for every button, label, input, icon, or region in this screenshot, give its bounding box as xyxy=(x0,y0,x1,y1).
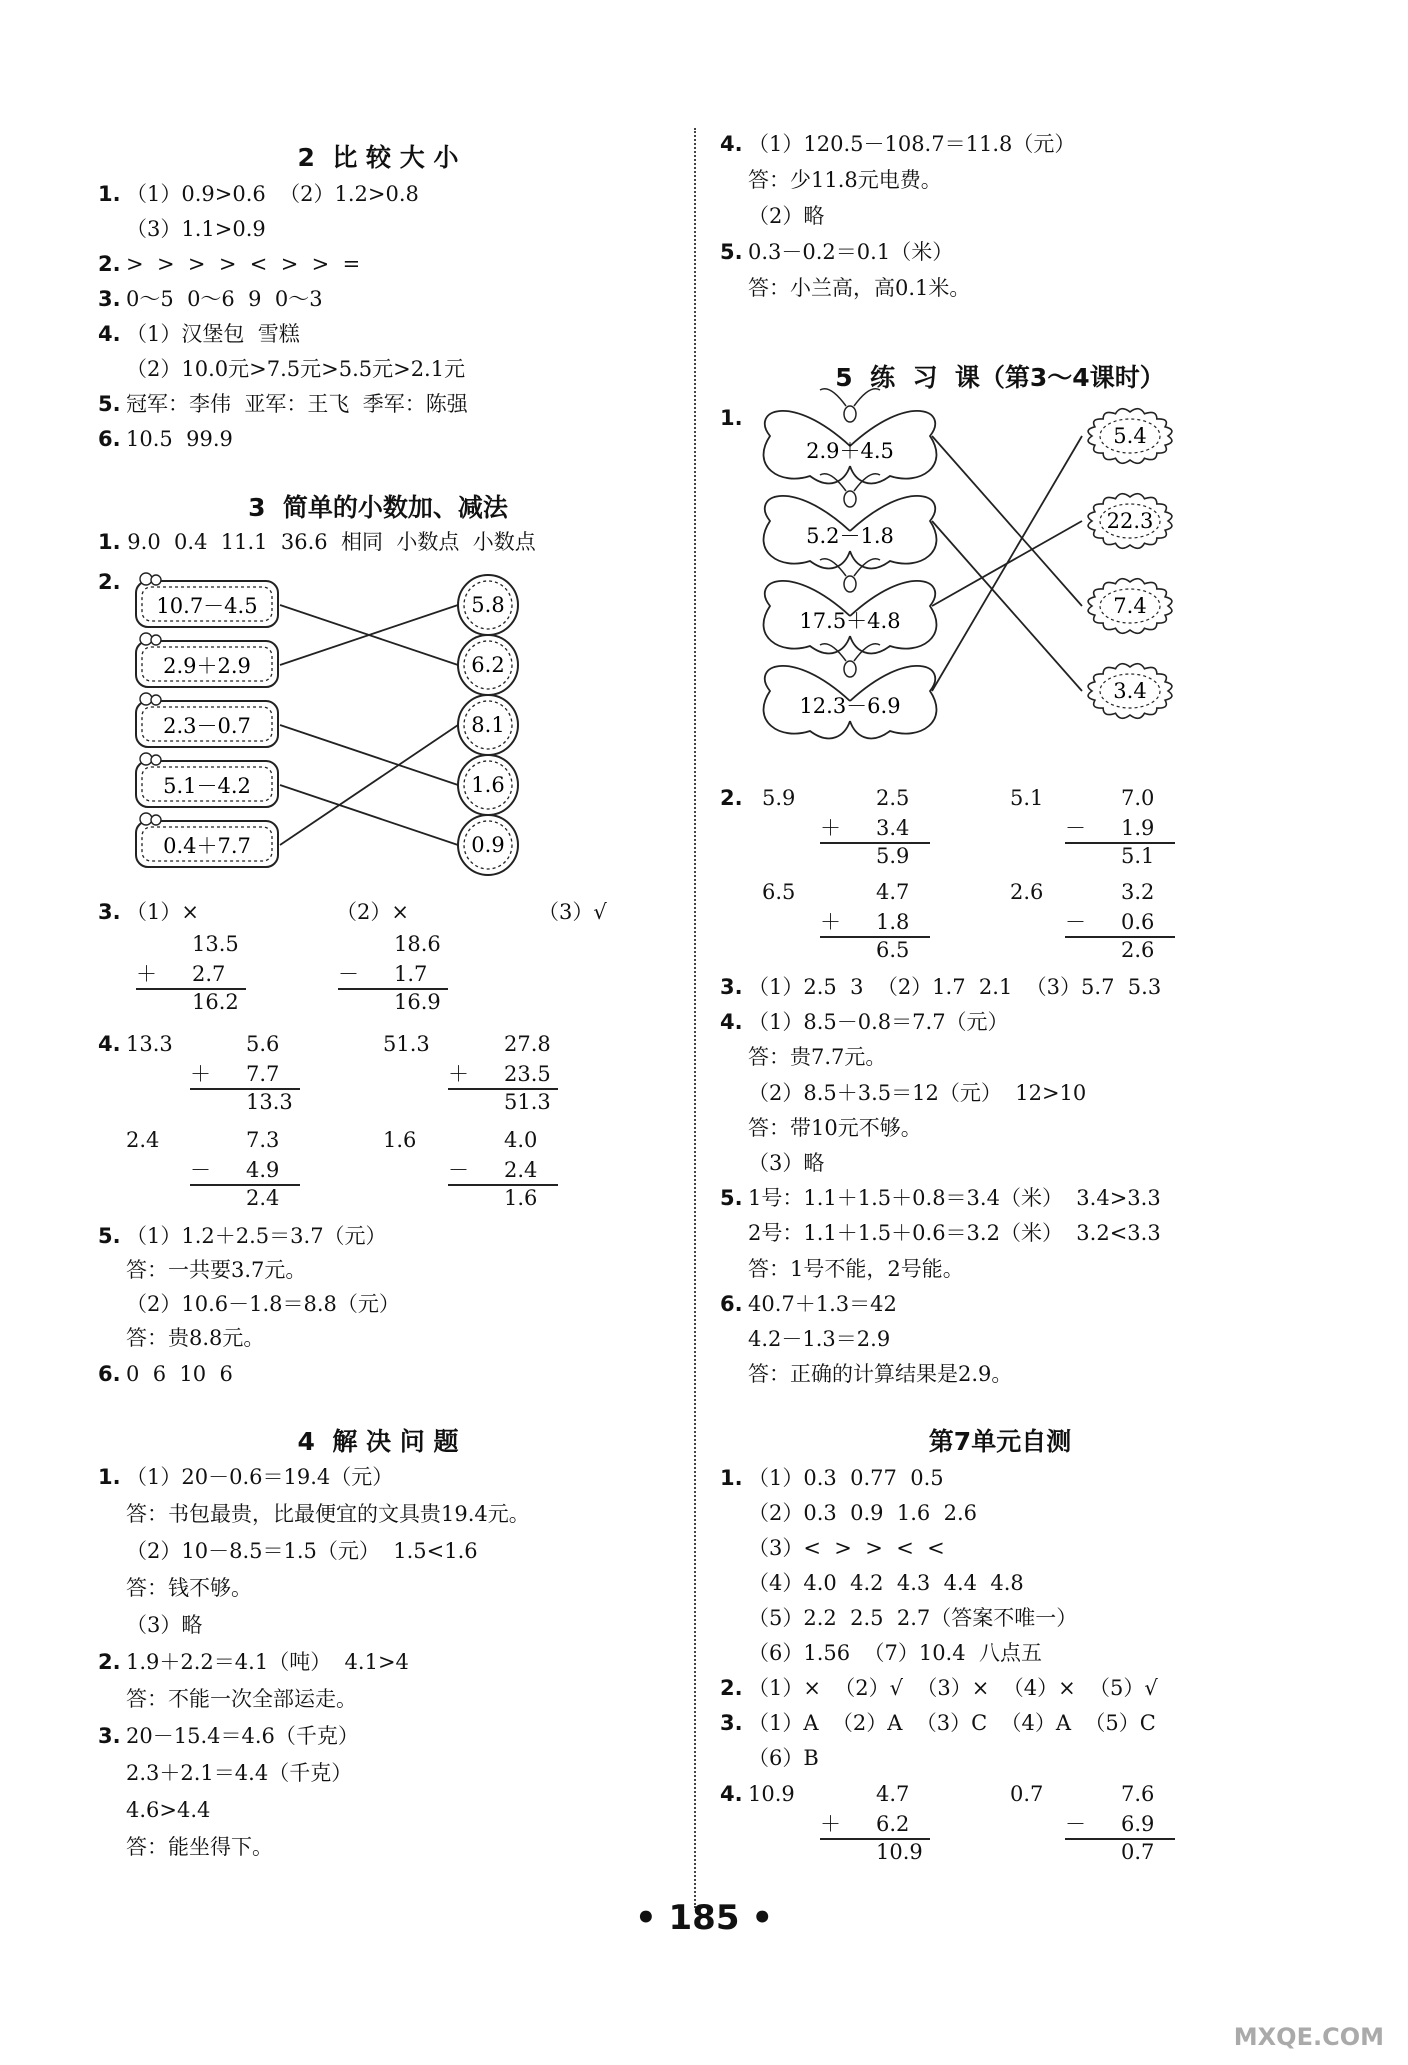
answer-line xyxy=(98,1574,252,1602)
answer-text: 答：钱不够。 xyxy=(126,1576,252,1600)
watermark-logo: MXQE.COM xyxy=(1233,2023,1384,2051)
calc-operator: － xyxy=(1065,816,1086,840)
match-line xyxy=(280,725,458,845)
answer-circle xyxy=(458,755,518,815)
answer-line xyxy=(720,1079,1086,1107)
answer-line xyxy=(720,130,1075,158)
flower-label: 5.4 xyxy=(1113,424,1147,448)
calc-result: 16.9 xyxy=(394,990,441,1014)
calc-second-number: 1.7 xyxy=(394,962,428,986)
answer-value: 10.9 xyxy=(748,1782,795,1806)
flower-answer xyxy=(1088,494,1172,549)
answer-text: （5）2.2 2.5 2.7（答案不唯一） xyxy=(748,1606,1078,1630)
answer-line xyxy=(98,1611,202,1639)
answer-value: 51.3 xyxy=(383,1032,430,1056)
answer-line xyxy=(720,202,824,230)
calc-result-line xyxy=(820,936,930,938)
answer-text: （2）10.0元>7.5元>5.5元>2.1元 xyxy=(126,357,466,381)
answer-text: 答：贵7.7元。 xyxy=(748,1045,887,1070)
butterfly-expression xyxy=(764,644,937,739)
question-number: 4. xyxy=(98,322,121,346)
calc-second-number: 6.9 xyxy=(1121,1812,1155,1836)
answer-text: （1）0.3 0.77 0.5 xyxy=(748,1466,944,1490)
answer-value: 6.5 xyxy=(762,880,796,904)
answer-line xyxy=(720,1674,1158,1702)
flower-label: 3.4 xyxy=(1113,679,1147,703)
answer-value: 2.6 xyxy=(1010,880,1044,904)
answer-line xyxy=(98,1500,530,1528)
answer-label: 8.1 xyxy=(471,713,505,737)
calc-second-number: 0.6 xyxy=(1121,910,1155,934)
expression-label: 10.7－4.5 xyxy=(156,594,258,618)
calc-result-line xyxy=(190,1184,300,1186)
answer-text: 答：少11.8元电费。 xyxy=(748,168,942,192)
calc-result: 0.7 xyxy=(1121,1840,1155,1864)
answer-label: 1.6 xyxy=(471,773,505,797)
answer-text: （1）× （2）√ （3）× （4）× （5）√ xyxy=(748,1676,1158,1700)
question-number: 2. xyxy=(98,570,121,594)
answer-line xyxy=(98,1833,273,1861)
question-number: 2. xyxy=(720,786,743,810)
expression-tag xyxy=(136,573,278,627)
answer-line xyxy=(720,166,942,194)
calc-top-number: 4.0 xyxy=(504,1128,538,1152)
answer-line xyxy=(98,320,300,348)
calc-operator: － xyxy=(190,1158,211,1182)
answer-value: 1.6 xyxy=(383,1128,417,1152)
calc-top-number: 2.5 xyxy=(876,786,910,810)
calc-result: 16.2 xyxy=(192,990,239,1014)
calc-operator: ＋ xyxy=(820,1812,841,1836)
calc-top-number: 5.6 xyxy=(246,1032,280,1056)
answer-text: （3）1.1>0.9 xyxy=(126,217,266,241)
flower-answer xyxy=(1088,579,1172,634)
answer-text: （4）4.0 4.2 4.3 4.4 4.8 xyxy=(748,1571,1024,1595)
expression-tag xyxy=(136,753,278,807)
answer-text: 答：书包最贵，比最便宜的文具贵19.4元。 xyxy=(126,1502,530,1526)
calc-result: 1.6 xyxy=(504,1186,538,1210)
calc-result: 2.4 xyxy=(246,1186,280,1210)
answer-line xyxy=(98,215,266,243)
calc-result: 51.3 xyxy=(504,1090,551,1114)
answer-line xyxy=(98,425,233,453)
answer-line xyxy=(98,180,419,208)
answer-line xyxy=(98,1222,387,1250)
butterfly-label: 17.5＋4.8 xyxy=(799,609,901,633)
question-number: 3. xyxy=(720,975,743,999)
flower-answer xyxy=(1088,409,1172,464)
calc-second-number: 4.9 xyxy=(246,1158,280,1182)
butterfly-expression xyxy=(764,474,937,569)
question-number: 3. xyxy=(98,287,121,311)
answer-text: （1）120.5－108.7＝11.8（元） xyxy=(748,132,1076,156)
calc-second-number: 1.9 xyxy=(1121,816,1155,840)
calc-second-number: 7.7 xyxy=(246,1062,280,1086)
answer-text: 2号：1.1＋1.5＋0.6＝3.2（米） 3.2<3.3 xyxy=(748,1221,1161,1246)
answer-text: （3）< > > < < xyxy=(748,1536,945,1560)
answer-line xyxy=(720,1184,1161,1212)
answer-line xyxy=(98,1537,478,1565)
calc-result-line xyxy=(448,1184,558,1186)
question-number: 3. xyxy=(98,1724,121,1748)
judgment-mark: （2）× xyxy=(336,900,409,924)
match-line xyxy=(280,725,458,785)
section-title-solve-problems: 4 解 决 问 题 xyxy=(297,1427,459,1456)
butterfly-label: 5.2－1.8 xyxy=(806,524,894,548)
answer-line xyxy=(98,1290,400,1318)
calc-operator: ＋ xyxy=(190,1062,211,1086)
question-number: 2. xyxy=(720,1676,743,1700)
answer-text: 答：1号不能，2号能。 xyxy=(748,1256,964,1281)
flower-label: 7.4 xyxy=(1113,594,1147,618)
section-title-practice: 5 练 习 课（第3～4课时） xyxy=(835,363,1165,392)
calc-second-number: 2.4 xyxy=(504,1158,538,1182)
question-number: 2. xyxy=(98,1650,121,1674)
answer-line xyxy=(98,285,323,313)
expression-label: 5.1－4.2 xyxy=(163,774,251,798)
answer-line xyxy=(98,1648,409,1676)
answer-text: 2.3＋2.1＝4.4（千克） xyxy=(126,1761,353,1785)
answer-label: 6.2 xyxy=(471,653,505,677)
calc-top-number: 7.3 xyxy=(246,1128,280,1152)
answer-line xyxy=(720,1499,977,1527)
answer-text: （2）10－8.5＝1.5（元） 1.5<1.6 xyxy=(126,1539,478,1563)
question-number: 3. xyxy=(98,900,121,924)
answer-line xyxy=(720,1290,897,1318)
section-title-unit-test: 第7单元自测 xyxy=(928,1427,1072,1456)
answer-line xyxy=(98,1796,210,1824)
expression-tag xyxy=(136,633,278,687)
page-number: • 185 • xyxy=(634,1898,774,1938)
butterfly-expression xyxy=(764,559,937,654)
calc-result: 5.1 xyxy=(1121,844,1155,868)
answer-circle xyxy=(458,635,518,695)
matching-diagram-left xyxy=(98,560,558,890)
answer-text: 0.3－0.2＝0.1（米） xyxy=(748,240,954,264)
answer-line xyxy=(720,238,953,266)
answer-line xyxy=(98,1722,359,1750)
answer-text: （6）1.56 （7）10.4 八点五 xyxy=(748,1641,1042,1665)
answer-text: 10.5 99.9 xyxy=(126,427,233,451)
calc-result: 13.3 xyxy=(246,1090,293,1114)
answer-line xyxy=(720,1255,964,1283)
expression-tag xyxy=(136,813,278,867)
question-number: 3. xyxy=(720,1711,743,1735)
answer-text: （6）B xyxy=(748,1746,819,1770)
butterfly-matching-diagram xyxy=(750,396,1210,746)
answer-text: （1）汉堡包 雪糕 xyxy=(126,322,300,346)
calc-operator: － xyxy=(1065,1812,1086,1836)
match-line xyxy=(280,785,458,845)
calc-result: 10.9 xyxy=(876,1840,923,1864)
answer-line xyxy=(98,1759,352,1787)
answer-text: 0 6 10 6 xyxy=(126,1362,233,1386)
calc-operator: － xyxy=(448,1158,469,1182)
question-number: 5. xyxy=(98,1224,121,1248)
answer-text: （2）8.5＋3.5＝12（元） 12>10 xyxy=(748,1080,1087,1105)
answer-line xyxy=(720,1604,1077,1632)
calc-second-number: 3.4 xyxy=(876,816,910,840)
calc-operator: － xyxy=(338,962,359,986)
answer-line: 1. 9.0 0.4 11.1 36.6 相同 小数点 小数点 xyxy=(98,530,536,554)
match-line xyxy=(932,436,1082,691)
expression-tag xyxy=(136,693,278,747)
column-divider xyxy=(694,128,696,1908)
answer-line xyxy=(98,390,468,418)
answer-text: 答：不能一次全部运走。 xyxy=(126,1687,357,1711)
answer-line xyxy=(720,1360,1012,1388)
answer-value: 5.9 xyxy=(762,786,796,810)
question-number: 6. xyxy=(720,1291,743,1316)
judgment-mark: （1）× xyxy=(126,900,199,924)
answer-line xyxy=(98,1256,306,1284)
answer-text: 答：一共要3.7元。 xyxy=(126,1258,307,1282)
calc-result-line xyxy=(1065,936,1175,938)
calc-result: 5.9 xyxy=(876,844,910,868)
question-number: 4. xyxy=(720,1010,743,1035)
answer-line xyxy=(98,1463,393,1491)
question-number: 4. xyxy=(720,1782,743,1806)
question-number: 5. xyxy=(720,1186,743,1211)
calc-top-number: 4.7 xyxy=(876,1782,910,1806)
question-number: 6. xyxy=(98,1362,121,1386)
answer-line xyxy=(720,1114,922,1142)
answer-text: 0～5 0～6 9 0～3 xyxy=(126,287,323,311)
answer-text: 答：正确的计算结果是2.9。 xyxy=(748,1362,1013,1387)
answer-text: 1.9＋2.2＝4.1（吨） 4.1>4 xyxy=(126,1650,409,1674)
match-line xyxy=(932,436,1082,606)
answer-text: 1号：1.1＋1.5＋0.8＝3.4（米） 3.4>3.3 xyxy=(748,1186,1161,1211)
answer-text: （3）略 xyxy=(748,1151,825,1175)
question-number: 1. xyxy=(98,182,121,206)
flower-answer xyxy=(1088,664,1172,719)
calc-operator: － xyxy=(1065,910,1086,934)
expression-label: 0.4＋7.7 xyxy=(163,834,251,858)
answer-label: 0.9 xyxy=(471,833,505,857)
answer-circle xyxy=(458,695,518,755)
answer-line xyxy=(720,1219,1161,1247)
calc-top-number: 27.8 xyxy=(504,1032,551,1056)
answer-text: （1）0.9>0.6 （2）1.2>0.8 xyxy=(126,182,419,206)
question-number: 4. xyxy=(98,1032,121,1056)
answer-line xyxy=(98,1324,264,1352)
answer-text: 4.2－1.3＝2.9 xyxy=(748,1327,891,1351)
answer-text: （1）1.2＋2.5＝3.7（元） xyxy=(126,1224,387,1248)
match-line xyxy=(932,521,1082,691)
calc-top-number: 4.7 xyxy=(876,880,910,904)
answer-text: > > > > < > > = xyxy=(126,252,361,276)
question-number: 5. xyxy=(720,240,743,264)
question-number: 4. xyxy=(720,132,743,156)
answer-line xyxy=(720,1464,944,1492)
answer-text: 答：带10元不够。 xyxy=(748,1115,922,1140)
answer-value: 13.3 xyxy=(126,1032,173,1056)
answer-text: （1）A （2）A （3）C （4）A （5）C xyxy=(748,1711,1156,1735)
question-number: 1. xyxy=(720,406,743,430)
answer-text: （2）10.6－1.8＝8.8（元） xyxy=(126,1292,400,1316)
answer-line xyxy=(98,355,465,383)
calc-result: 6.5 xyxy=(876,938,910,962)
question-number: 2. xyxy=(98,252,121,276)
calc-second-number: 6.2 xyxy=(876,1812,910,1836)
calc-top-number: 7.6 xyxy=(1121,1782,1155,1806)
calc-second-number: 2.7 xyxy=(192,962,226,986)
section-title-decimal-add-sub: 3 简单的小数加、减法 xyxy=(248,493,508,522)
answer-text: 答：小兰高，高0.1米。 xyxy=(748,276,971,300)
answer-text: （2）略 xyxy=(748,204,825,228)
answer-text: 40.7＋1.3＝42 xyxy=(748,1291,897,1316)
butterfly-label: 2.9＋4.5 xyxy=(806,439,894,463)
calc-top-number: 7.0 xyxy=(1121,786,1155,810)
calc-operator: ＋ xyxy=(136,962,157,986)
answer-line xyxy=(720,1043,886,1071)
section-title-compare: 2 比 较 大 小 xyxy=(297,143,459,172)
answer-line xyxy=(720,1569,1024,1597)
calc-second-number: 1.8 xyxy=(876,910,910,934)
flower-label: 22.3 xyxy=(1106,509,1154,533)
calc-top-number: 13.5 xyxy=(192,932,239,956)
calc-operator: ＋ xyxy=(448,1062,469,1086)
question-number: 6. xyxy=(98,427,121,451)
calc-result: 2.6 xyxy=(1121,938,1155,962)
calc-result-line xyxy=(1065,842,1175,844)
answer-line xyxy=(720,274,970,302)
answer-line xyxy=(720,1149,824,1177)
answer-circle xyxy=(458,815,518,875)
question-number: 5. xyxy=(98,392,121,416)
answer-line xyxy=(720,1709,1156,1737)
calc-top-number: 18.6 xyxy=(394,932,441,956)
answer-line xyxy=(720,1744,819,1772)
answer-text: 冠军：李伟 亚军：王飞 季军：陈强 xyxy=(126,392,468,416)
answer-line xyxy=(720,1639,1042,1667)
butterfly-expression xyxy=(764,389,937,484)
expression-label: 2.3－0.7 xyxy=(163,714,251,738)
answer-line xyxy=(98,1685,357,1713)
answer-line xyxy=(98,250,360,278)
expression-label: 2.9＋2.9 xyxy=(163,654,251,678)
answer-label: 5.8 xyxy=(471,593,505,617)
answer-text: 答：能坐得下。 xyxy=(126,1835,273,1859)
answer-text: （1）20－0.6＝19.4（元） xyxy=(126,1465,394,1489)
question-number: 1. xyxy=(98,1465,121,1489)
answer-line xyxy=(720,973,1161,1001)
answer-line xyxy=(98,1360,233,1388)
calc-result-line xyxy=(820,842,930,844)
judgment-mark: （3）√ xyxy=(538,900,607,924)
answer-text: 20－15.4＝4.6（千克） xyxy=(126,1724,359,1748)
answer-text: （3）略 xyxy=(126,1613,203,1637)
answer-text: （1）2.5 3 （2）1.7 2.1 （3）5.7 5.3 xyxy=(748,975,1162,999)
answer-text: 答：贵8.8元。 xyxy=(126,1326,265,1350)
answer-line xyxy=(720,1008,1009,1036)
answer-line xyxy=(720,1325,890,1353)
answer-text: （1）8.5－0.8＝7.7（元） xyxy=(748,1010,1009,1035)
answer-value: 2.4 xyxy=(126,1128,160,1152)
answer-text: （2）0.3 0.9 1.6 2.6 xyxy=(748,1501,978,1525)
calc-second-number: 23.5 xyxy=(504,1062,551,1086)
answer-circle xyxy=(458,575,518,635)
answer-text: 4.6>4.4 xyxy=(126,1798,211,1822)
answer-line xyxy=(720,1534,945,1562)
answer-value: 5.1 xyxy=(1010,786,1044,810)
butterfly-label: 12.3－6.9 xyxy=(799,694,901,718)
question-number: 1. xyxy=(720,1466,743,1490)
calc-operator: ＋ xyxy=(820,910,841,934)
calc-operator: ＋ xyxy=(820,816,841,840)
calc-top-number: 3.2 xyxy=(1121,880,1155,904)
answer-value: 0.7 xyxy=(1010,1782,1044,1806)
calc-result-line xyxy=(1065,1838,1175,1840)
